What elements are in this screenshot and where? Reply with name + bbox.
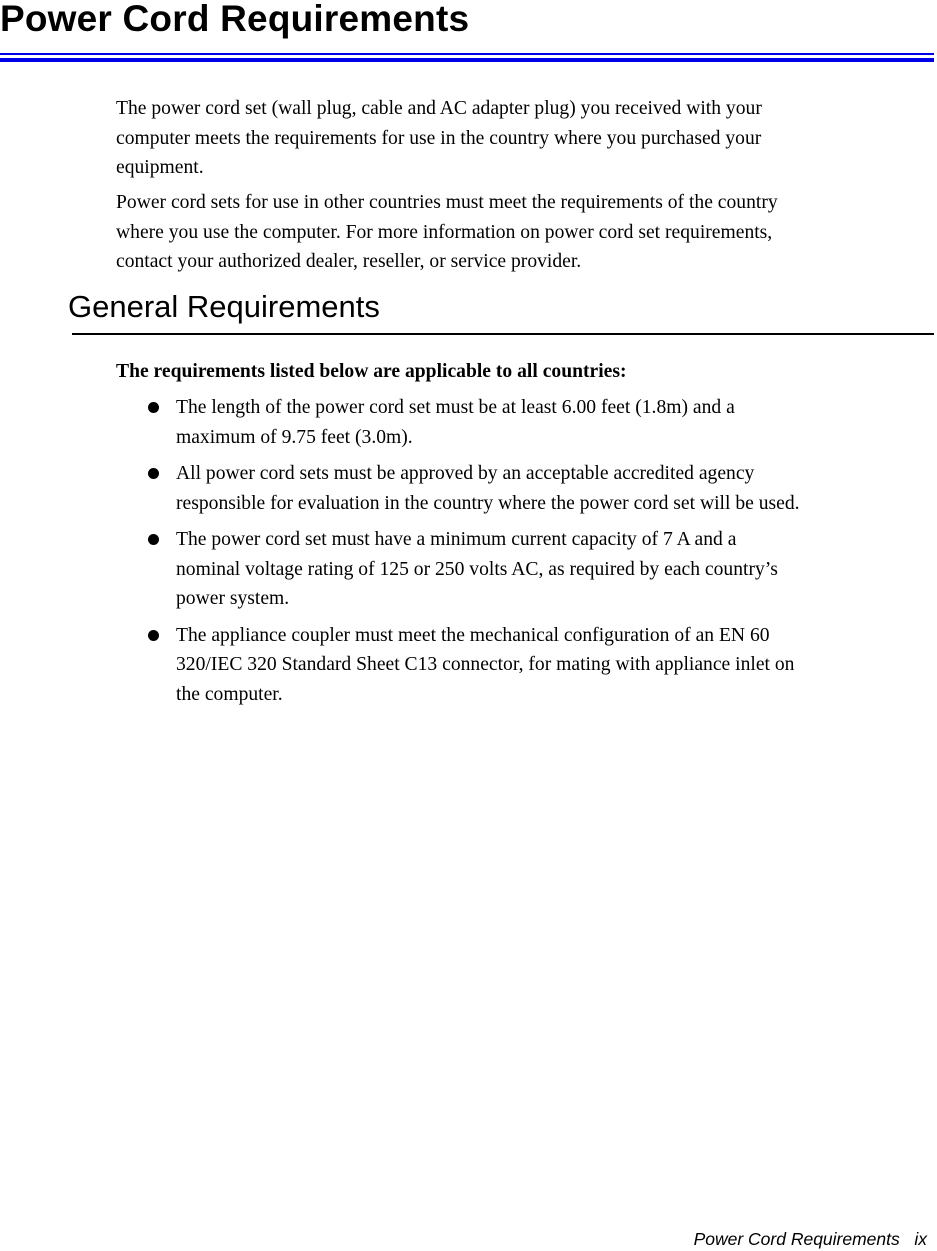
intro-paragraph-2: Power cord sets for use in other countries must meet the requirements of the country where you use the computer. For more information on power cord set requirements, contact your authorized dealer, reseller, or service provider. bbox=[116, 192, 778, 272]
list-item bbox=[0, 459, 937, 518]
bullet-icon bbox=[148, 630, 159, 641]
bullet-icon bbox=[148, 534, 159, 545]
footer-page-number: ix bbox=[914, 1229, 927, 1249]
page-title: Power Cord Requirements bbox=[0, 0, 470, 39]
list-item-text: The power cord set must have a minimum current capacity of 7 A and a nominal voltage rating of 125 or 250 volts AC, as required by each country’s power system. bbox=[176, 529, 778, 609]
section-rule bbox=[72, 333, 934, 335]
bullet-icon bbox=[148, 468, 159, 479]
section-heading-general-requirements: General Requirements bbox=[68, 289, 380, 324]
list-item bbox=[0, 393, 937, 452]
list-item bbox=[0, 621, 937, 710]
list-item-text: The appliance coupler must meet the mechanical configuration of an EN 60 320/IEC 320 Standard Sheet C13 connector, for mating with appliance inlet on the computer. bbox=[176, 624, 795, 705]
title-rule-thick bbox=[0, 58, 934, 62]
running-footer bbox=[694, 1227, 927, 1251]
title-rule-thin bbox=[0, 53, 934, 55]
list-item-text: All power cord sets must be approved by an acceptable accredited agency responsible for evaluation in the country where the power cord set will be used. bbox=[176, 463, 800, 514]
list-item-text: The length of the power cord set must be at least 6.00 feet (1.8m) and a maximum of 9.75 feet (3.0m). bbox=[176, 397, 735, 448]
requirements-lead: The requirements listed below are applicable to all countries: bbox=[116, 361, 627, 382]
footer-section-name: Power Cord Requirements bbox=[693, 1229, 900, 1249]
intro-paragraph-1: The power cord set (wall plug, cable and AC adapter plug) you received with your computer meets the requirements for use in the country where you purchased your equipment. bbox=[116, 98, 762, 178]
bullet-icon bbox=[148, 402, 159, 413]
list-item bbox=[0, 525, 937, 614]
requirements-list bbox=[0, 393, 937, 716]
